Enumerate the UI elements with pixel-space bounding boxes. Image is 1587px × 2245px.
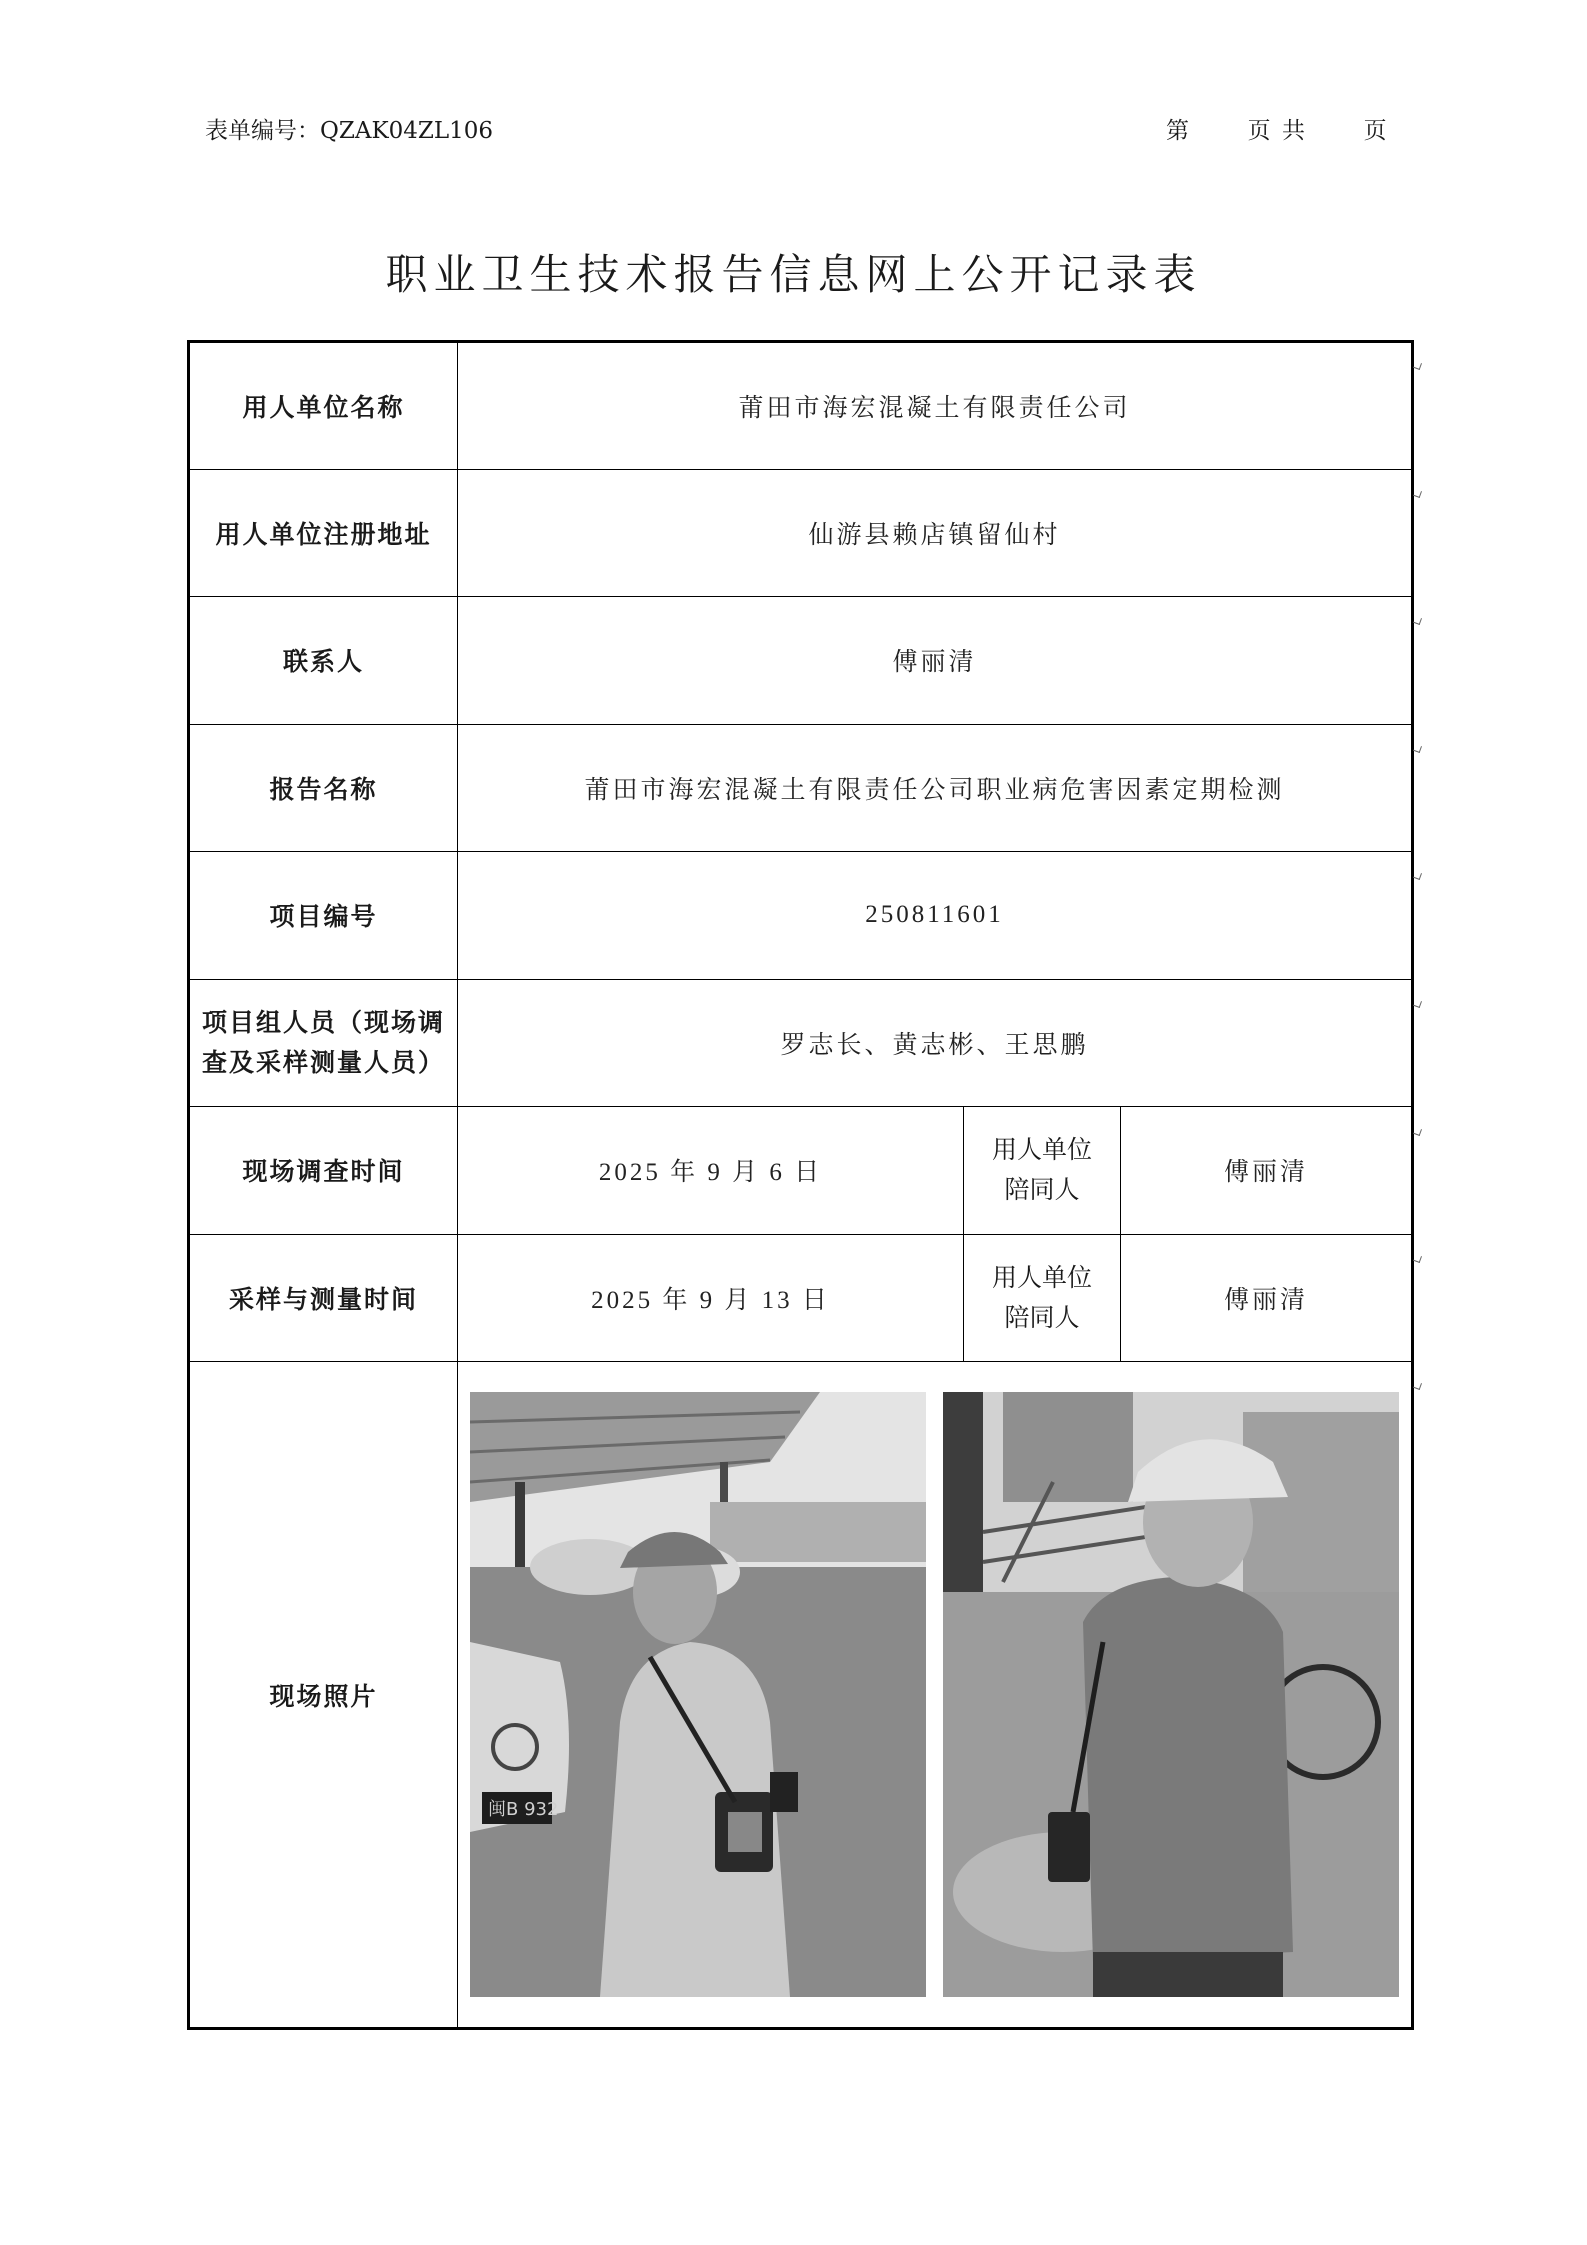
survey-label: 现场调查时间 bbox=[189, 1107, 458, 1235]
photos-cell bbox=[458, 1362, 1413, 2029]
sampling-escort-label bbox=[964, 1234, 1121, 1362]
sampling-escort-label-2: 陪同人 bbox=[1004, 1302, 1080, 1332]
page-di: 第 bbox=[1166, 118, 1191, 144]
site-photo-1 bbox=[470, 1392, 926, 1997]
record-table bbox=[187, 340, 1414, 2030]
site-photo-1-image bbox=[470, 1392, 926, 1997]
project-no-label: 项目编号 bbox=[189, 852, 458, 980]
row-company bbox=[189, 342, 1413, 470]
site-photo-2-image bbox=[943, 1392, 1399, 1997]
team-label-line-1: 项目组人员（现场调 bbox=[201, 1007, 445, 1037]
team-value: 罗志长、黄志彬、王思鹏 bbox=[458, 979, 1413, 1107]
margin-mark bbox=[1413, 361, 1422, 370]
team-label-line-2: 查及采样测量人员） bbox=[201, 1047, 445, 1077]
company-value: 莆田市海宏混凝土有限责任公司 bbox=[458, 342, 1413, 470]
margin-mark bbox=[1413, 1254, 1422, 1263]
survey-escort-value: 傅丽清 bbox=[1121, 1107, 1413, 1235]
document-title: 职业卫生技术报告信息网上公开记录表 bbox=[385, 250, 1202, 299]
page-ye-2: 页 bbox=[1363, 118, 1389, 144]
address-value: 仙游县赖店镇留仙村 bbox=[458, 469, 1413, 597]
license-plate-text: 闽B 932 bbox=[488, 1799, 559, 1821]
margin-mark bbox=[1413, 871, 1422, 880]
survey-escort-label-2: 陪同人 bbox=[1004, 1175, 1080, 1205]
photos-label: 现场照片 bbox=[189, 1362, 458, 2029]
sampling-escort-value: 傅丽清 bbox=[1121, 1234, 1413, 1362]
row-photos bbox=[189, 1362, 1413, 2029]
contact-label: 联系人 bbox=[189, 597, 458, 725]
contact-value: 傅丽清 bbox=[458, 597, 1413, 725]
site-photo-2 bbox=[943, 1392, 1399, 1997]
survey-value: 2025 年 9 月 6 日 bbox=[458, 1107, 964, 1235]
page-indicator bbox=[1166, 112, 1389, 145]
margin-mark bbox=[1413, 744, 1422, 753]
survey-escort-label-1: 用人单位 bbox=[991, 1135, 1092, 1165]
margin-mark bbox=[1413, 1381, 1422, 1390]
survey-escort-label bbox=[964, 1107, 1121, 1235]
company-label: 用人单位名称 bbox=[189, 342, 458, 470]
margin-mark bbox=[1413, 999, 1422, 1008]
sampling-label: 采样与测量时间 bbox=[189, 1234, 458, 1362]
page-ye: 页 bbox=[1247, 118, 1273, 144]
margin-mark bbox=[1413, 489, 1422, 498]
page-gong: 共 bbox=[1281, 118, 1307, 144]
row-address bbox=[189, 469, 1413, 597]
photo-wrap bbox=[466, 1392, 1403, 1997]
sampling-value: 2025 年 9 月 13 日 bbox=[458, 1234, 964, 1362]
report-label: 报告名称 bbox=[189, 724, 458, 852]
sampling-escort-label-1: 用人单位 bbox=[991, 1262, 1092, 1292]
row-report bbox=[189, 724, 1413, 852]
project-no-value: 250811601 bbox=[458, 852, 1413, 980]
row-team bbox=[189, 979, 1413, 1107]
row-project-no bbox=[189, 852, 1413, 980]
report-value: 莆田市海宏混凝土有限责任公司职业病危害因素定期检测 bbox=[458, 724, 1413, 852]
margin-mark bbox=[1413, 1127, 1422, 1136]
address-label: 用人单位注册地址 bbox=[189, 469, 458, 597]
team-label bbox=[189, 979, 458, 1107]
form-number: 表单编号：QZAK04ZL106 bbox=[205, 118, 494, 144]
row-contact bbox=[189, 597, 1413, 725]
margin-mark bbox=[1413, 616, 1422, 625]
row-sampling bbox=[189, 1234, 1413, 1362]
row-survey bbox=[189, 1107, 1413, 1235]
